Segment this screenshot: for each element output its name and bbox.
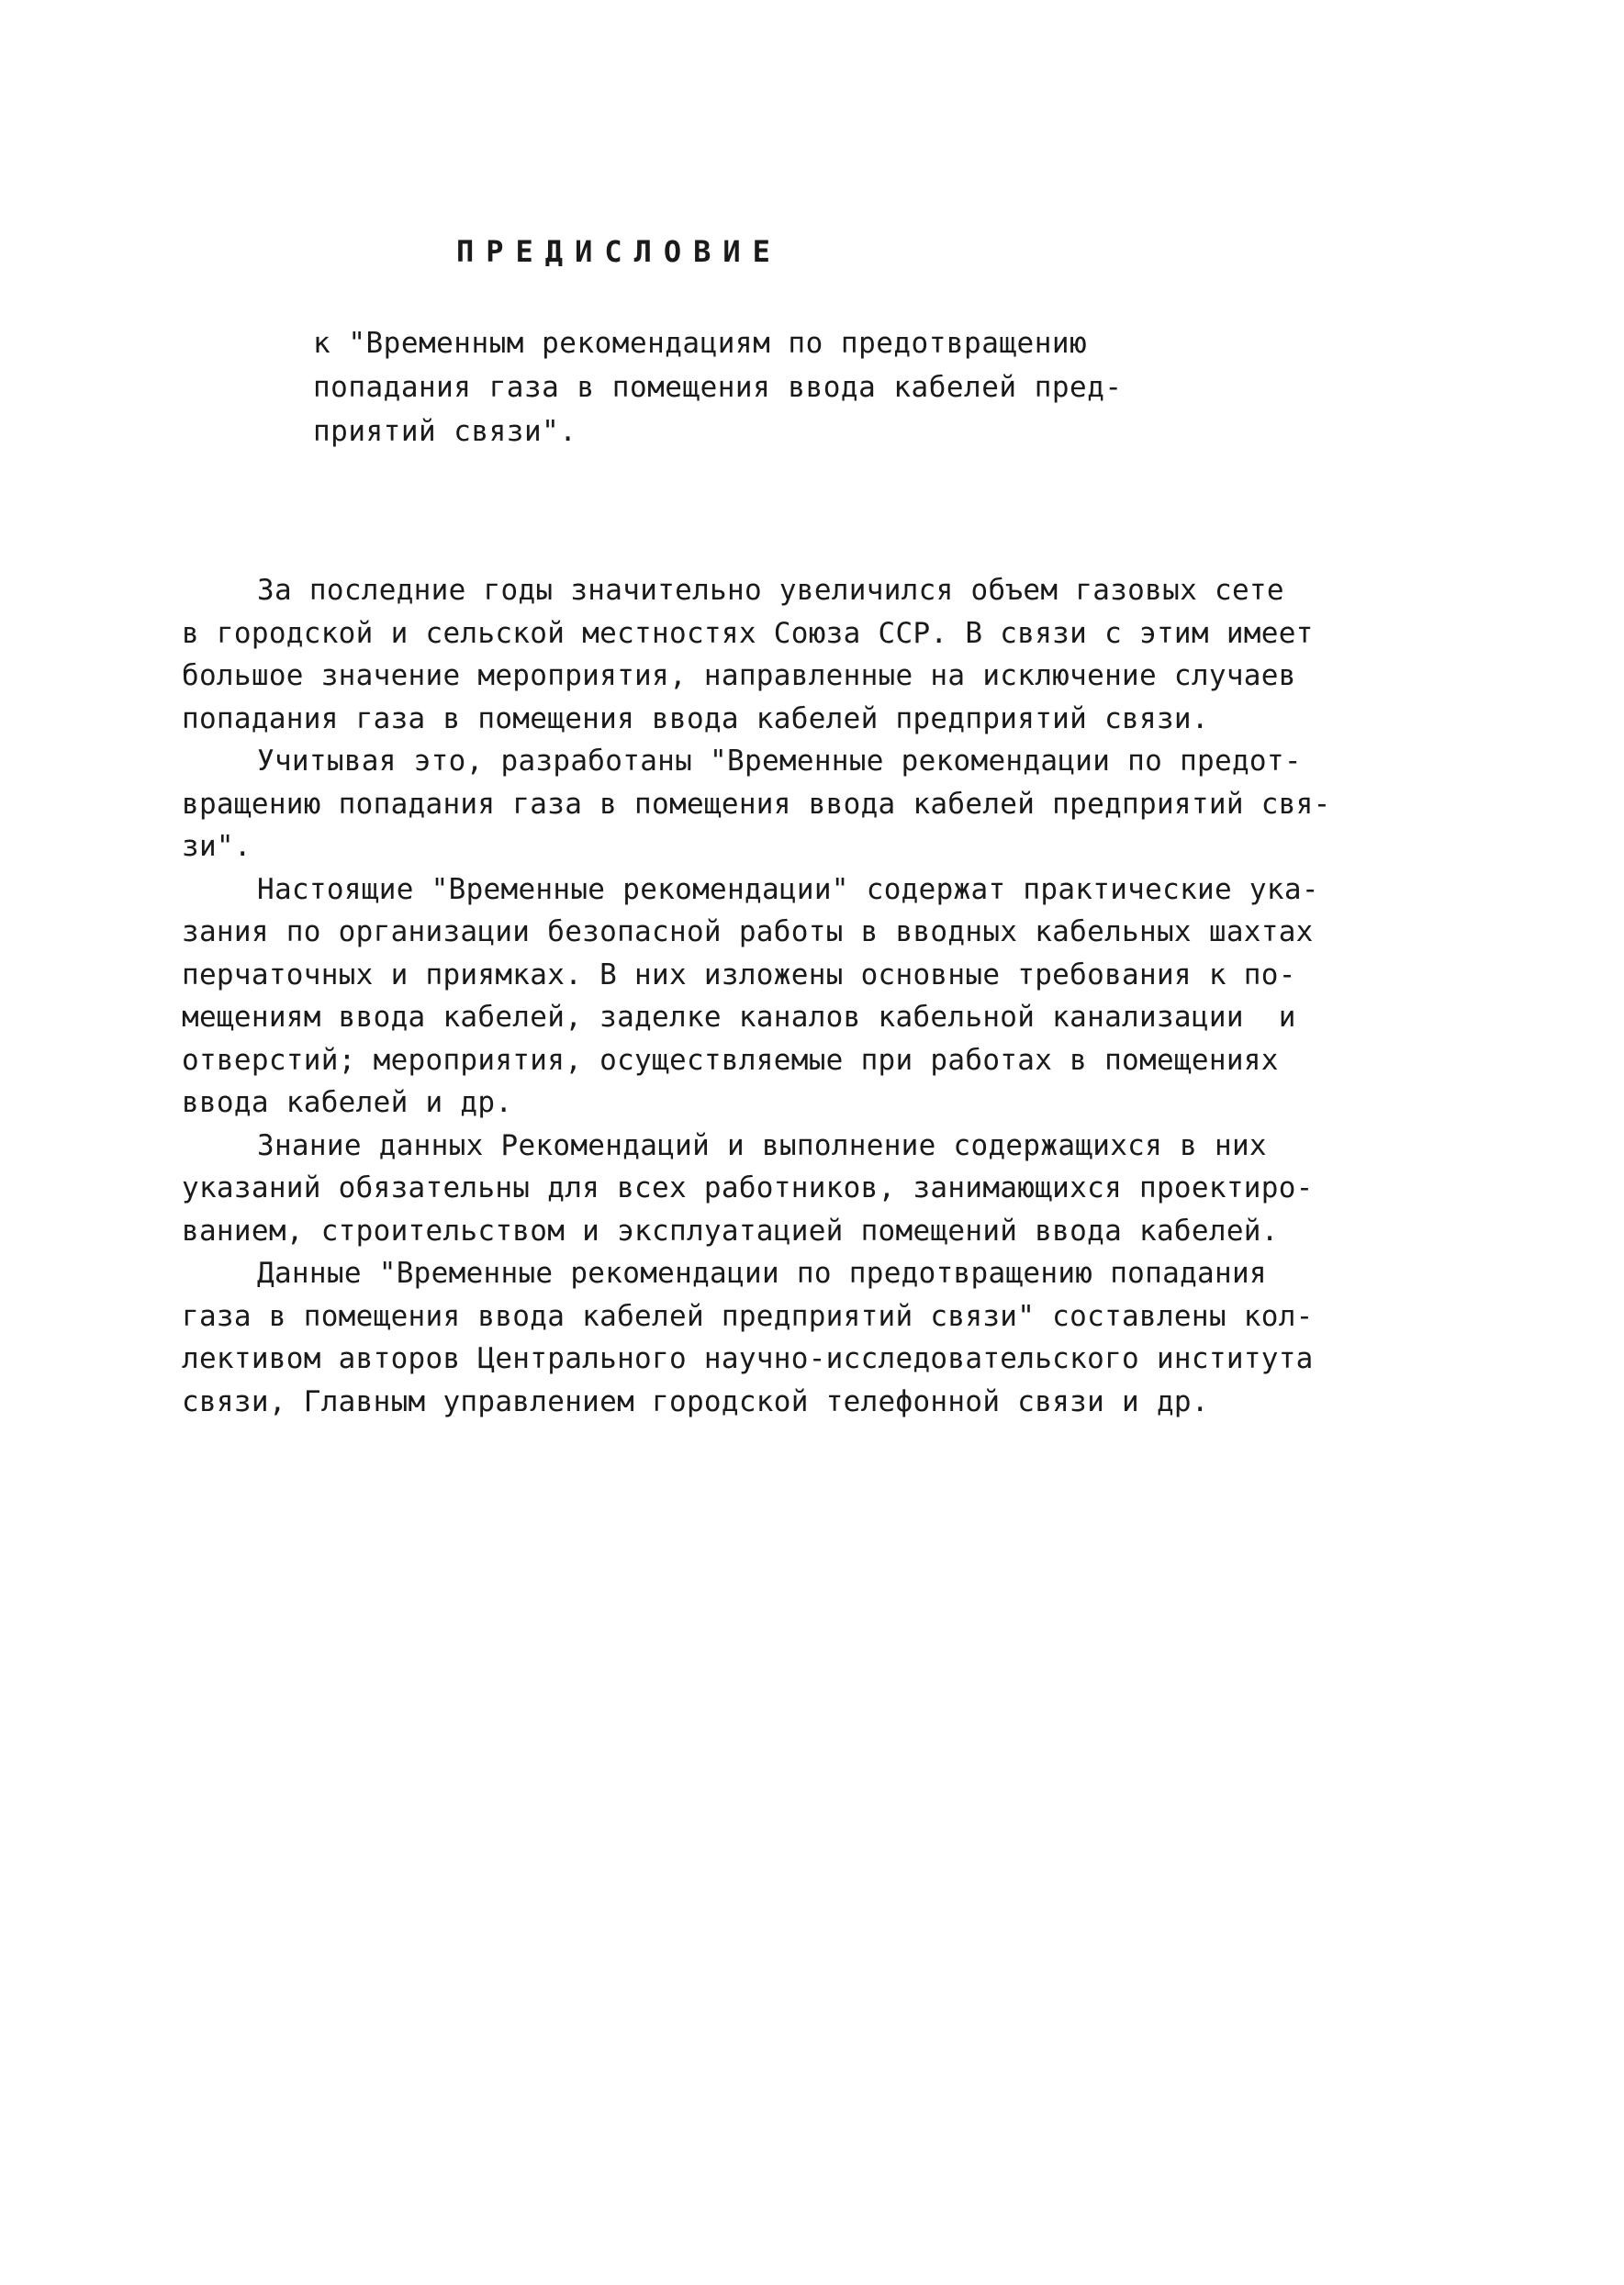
paragraph-line: указаний обязательны для всех работников, занимающихся проектиро- <box>182 1171 1314 1204</box>
subtitle-line: приятий связи". <box>313 415 577 448</box>
paragraph-line: связи, Главным управлением городской телефонной связи и др. <box>182 1384 1209 1418</box>
paragraph-line: попадания газа в помещения ввода кабелей предприятий связи. <box>182 701 1209 735</box>
document-subtitle <box>313 321 1194 454</box>
paragraph-line: За последние годы значительно увеличился объем газовых сете <box>257 574 1284 607</box>
paragraph-line: зи". <box>182 830 252 863</box>
paragraph <box>182 569 1430 740</box>
paragraph-line: Настоящие "Временные рекомендации" содержат практические ука- <box>257 872 1319 906</box>
paragraph-line: отверстий; мероприятия, осуществляемые при работах в помещениях <box>182 1043 1279 1077</box>
paragraph-line: Данные "Временные рекомендации по предотвращению попадания <box>257 1257 1267 1290</box>
paragraph-line: мещениям ввода кабелей, заделке каналов кабельной канализации и <box>182 1001 1296 1034</box>
paragraph <box>182 1125 1430 1253</box>
paragraph <box>182 740 1430 868</box>
paragraph <box>182 868 1430 1125</box>
paragraph-line: вращению попадания газа в помещения ввода кабелей предприятий свя- <box>182 787 1331 821</box>
paragraph-line: газа в помещения ввода кабелей предприятий связи" составлены кол- <box>182 1299 1314 1333</box>
paragraph-line: перчаточных и приямках. В них изложены основные требования к по- <box>182 958 1296 991</box>
paragraph-line: лективом авторов Центрального научно-исследовательского института <box>182 1342 1314 1375</box>
paragraph-line: зания по организации безопасной работы в вводных кабельных шахтах <box>182 915 1314 948</box>
subtitle-line: попадания газа в помещения ввода кабелей пред- <box>313 371 1123 404</box>
paragraph-line: ввода кабелей и др. <box>182 1086 513 1119</box>
paragraph-line: в городской и сельской местностях Союза ССР. В связи с этим имеет <box>182 616 1314 650</box>
paragraph <box>182 1252 1430 1423</box>
paragraph-line: ванием, строительством и эксплуатацией помещений ввода кабелей. <box>182 1214 1279 1248</box>
paragraph-line: Знание данных Рекомендаций и выполнение содержащихся в них <box>257 1128 1267 1162</box>
paragraph-line: Учитывая это, разработаны "Временные рекомендации по предот- <box>257 745 1302 778</box>
document-body <box>182 569 1430 1423</box>
paragraph-line: большое значение мероприятия, направленные на исключение случаев <box>182 659 1296 692</box>
document-heading: ПРЕДИСЛОВИЕ <box>456 234 782 269</box>
subtitle-line: к "Временным рекомендациям по предотвращению <box>313 327 1088 360</box>
